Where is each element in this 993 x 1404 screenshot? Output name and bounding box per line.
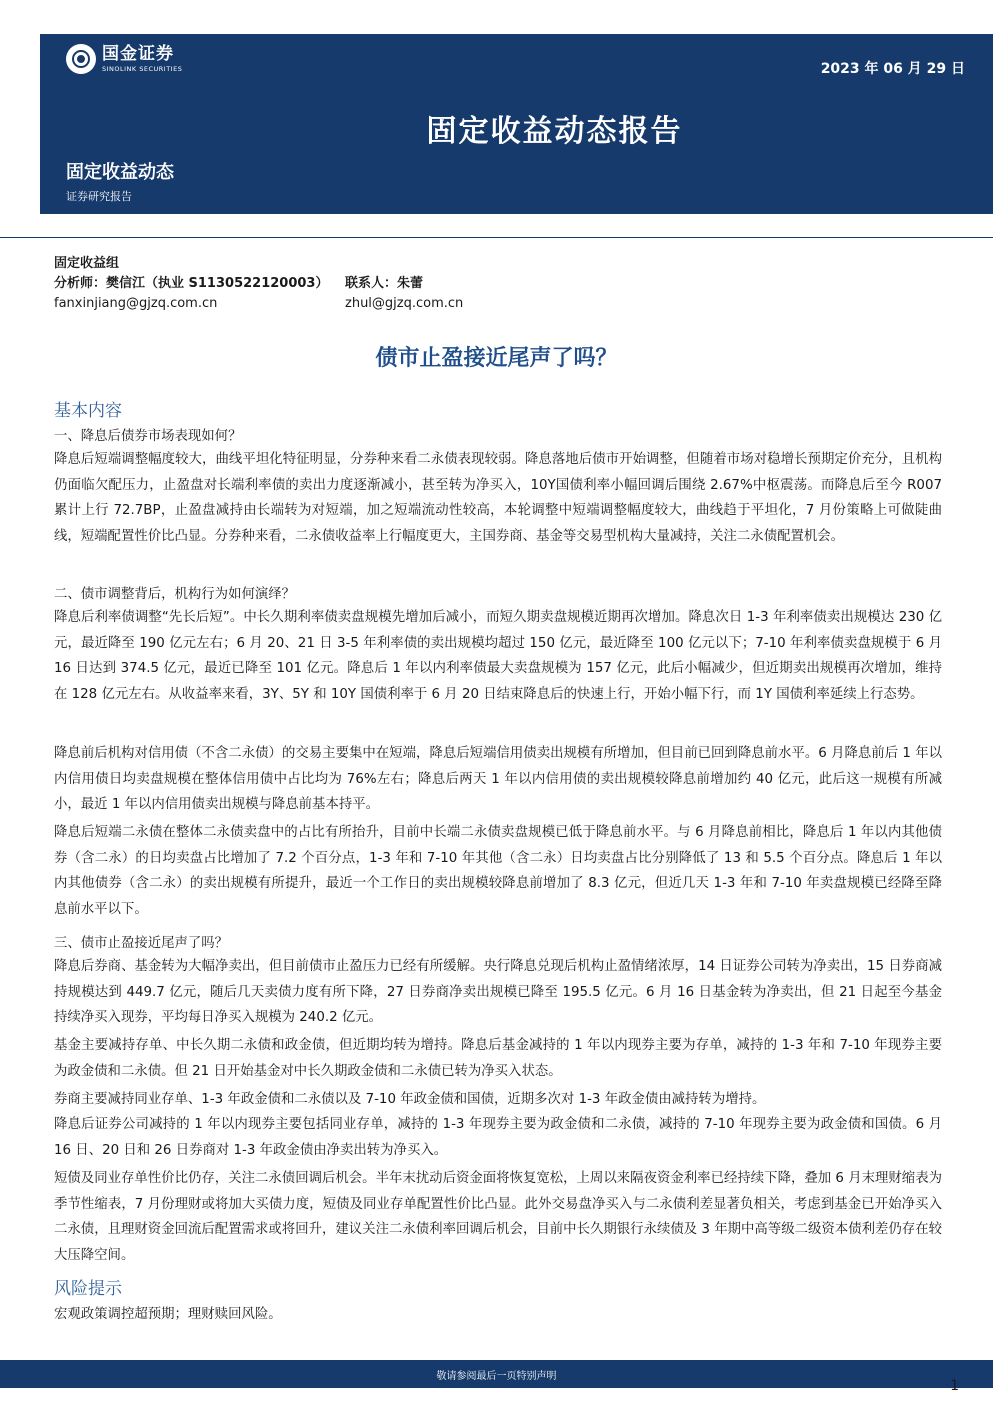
footer-disclaimer-notice: 敬请参阅最后一页特别声明 xyxy=(436,1371,557,1382)
paragraph-7: 券商主要减持同业存单、1-3 年政金债和二永债以及 7-10 年政金债和国债，近期多次对 1-3 年政金债由减持转为增持。 xyxy=(54,1092,766,1107)
paragraph-8: 降息后证券公司减持的 1 年以内现券主要包括同业存单，减持的 1-3 年现券主要为政金债和二永债，减持的 7-10 年现券主要为政金债和国债。6 月 16 日、20 日和 26 日券商对 1-3 年政金债由净卖出转为净买入。 xyxy=(54,1117,942,1158)
page-number: 1 xyxy=(950,1378,959,1394)
paragraph-6: 基金主要减持存单、中长久期二永债和政金债，但近期均转为增持。降息后基金减持的 1 年以内现券主要为存单，减持的 1-3 年和 7-10 年现券主要为政金债和二永债。但 21 日开始基金对中长久期政金债和二永债已转为净买入状态。 xyxy=(54,1038,942,1079)
paragraph-9: 短债及同业存单性价比仍存，关注二永债回调后机会。半年末扰动后资金面将恢复宽松，上周以来隔夜资金利率已经持续下降，叠加 6 月末理财缩表为季节性缩表，7 月份理财或将加大买债力度，短债及同业存单配置性价比凸显。此外交易盘净买入与二永债利差显著负相关，考虑到基金已开始净买入二永债，且理财资金回流后配置需求或将回升，建议关注二永债利率回调后机会，目前中长久期银行永续债及 3 年期中高等级二级资本债利差仍存在较大压降空间。 xyxy=(54,1171,942,1263)
team-group: 固定收益组 xyxy=(54,256,120,271)
section-heading-basic: 基本内容 xyxy=(54,401,122,421)
analyst-team-block xyxy=(54,254,464,314)
paragraph-4: 降息后短端二永债在整体二永债卖盘中的占比有所抬升，目前中长端二永债卖盘规模已低于降息前水平。与 6 月降息前相比，降息后 1 年以内其他债券（含二永）的日均卖盘占比增加了 7.2 个百分点，1-3 年和 7-10 年其他（含二永）日均卖盘占比分别降低了 13 和 5.5 个百分点。降息后 1 年以内其他债券（含二永）的卖出规模有所提升，最近一个工作日的卖出规模较降息前增加了 8.3 亿元，但近几天 1-3 年和 7-10 年卖盘规模已经降至降息前水平以下。 xyxy=(54,825,942,917)
report-category: 固定收益动态 xyxy=(66,162,174,183)
paragraph-1: 降息后短端调整幅度较大，曲线平坦化特征明显，分券种来看二永债表现较弱。降息落地后债市开始调整，但随着市场对稳增长预期定价充分，且机构仍面临欠配压力，止盈盘对长端利率债的卖出力度逐渐减小，甚至转为净买入，10Y国债利率小幅回调后围绕 2.67%中枢震荡。而降息后至今 R007 累计上行 72.7BP，止盈盘减持由长端转为对短端，加之短端流动性较高，本轮调整中短端调整幅度较大，曲线趋于平坦化，7 月份策略上可做陡曲线，短端配置性价比凸显。分券种来看，二永债收益率上行幅度更大，主国券商、基金等交易型机构大量减持，关注二永债配置机会。 xyxy=(54,452,942,544)
report-main-title: 债市止盈接近尾声了吗？ xyxy=(375,346,618,371)
report-subcategory: 证券研究报告 xyxy=(66,190,132,203)
logo-english-name: SINOLINK SECURITIES xyxy=(102,64,183,73)
logo-chinese-name: 国金证券 xyxy=(102,43,174,64)
risk-paragraph: 宏观政策调控超预期；理财赎回风险。 xyxy=(54,1307,282,1322)
logo-mark-icon xyxy=(66,44,96,74)
contact-name: 联系人：朱蕾 xyxy=(345,276,424,291)
report-type-title: 固定收益动态报告 xyxy=(426,114,683,149)
report-date: 2023 年 06 月 29 日 xyxy=(820,61,965,77)
section-heading-risk: 风险提示 xyxy=(54,1279,122,1299)
question-3: 三、债市止盈接近尾声了吗？ xyxy=(54,936,229,951)
company-logo xyxy=(66,44,182,74)
paragraph-3: 降息前后机构对信用债（不含二永债）的交易主要集中在短端，降息后短端信用债卖出规模有所增加，但目前已回到降息前水平。6 月降息前后 1 年以内信用债日均卖盘规模在整体信用债中占比均为 76%左右；降息后两天 1 年以内信用债的卖出规模较降息前增加约 40 亿元，此后这一规模有所减小，最近 1 年以内信用债卖出规模与降息前基本持平。 xyxy=(54,746,942,812)
analyst-name: 分析师：樊信江（执业 S1130522120003） xyxy=(54,276,329,291)
contact-email[interactable]: zhul@gjzq.com.cn xyxy=(345,296,464,311)
analyst-email[interactable]: fanxinjiang@gjzq.com.cn xyxy=(54,296,218,311)
header-divider xyxy=(0,237,993,238)
paragraph-2: 降息后利率债调整“先长后短”。中长久期利率债卖盘规模先增加后减小，而短久期卖盘规模近期再次增加。降息次日 1-3 年利率债卖出规模达 230 亿元，最近降至 190 亿元左右；6 月 20、21 日 3-5 年利率债的卖出规模均超过 150 亿元，最近降至 100 亿元以下；7-10 年利率债卖盘规模于 6 月 16 日达到 374.5 亿元，最近已降至 101 亿元。降息后 1 年以内利率债最大卖盘规模为 157 亿元，此后小幅减少，但近期卖出规模再次增加，维持在 128 亿元左右。从收益率来看，3Y、5Y 和 10Y 国债利率于 6 月 20 日结束降息后的快速上行，开始小幅下行，而 1Y 国债利率延续上行态势。 xyxy=(54,610,942,702)
question-2: 二、债市调整背后，机构行为如何演绎？ xyxy=(54,587,296,602)
question-1: 一、降息后债券市场表现如何？ xyxy=(54,429,242,444)
paragraph-5: 降息后券商、基金转为大幅净卖出，但目前债市止盈压力已经有所缓解。央行降息兑现后机构止盈情绪浓厚，14 日证券公司转为净卖出，15 日券商减持规模达到 449.7 亿元，随后几天卖债力度有所下降，27 日券商净卖出规模已降至 195.5 亿元。6 月 16 日基金转为净卖出，但 21 日起至今基金持续净买入现券，平均每日净买入规模为 240.2 亿元。 xyxy=(54,959,942,1025)
